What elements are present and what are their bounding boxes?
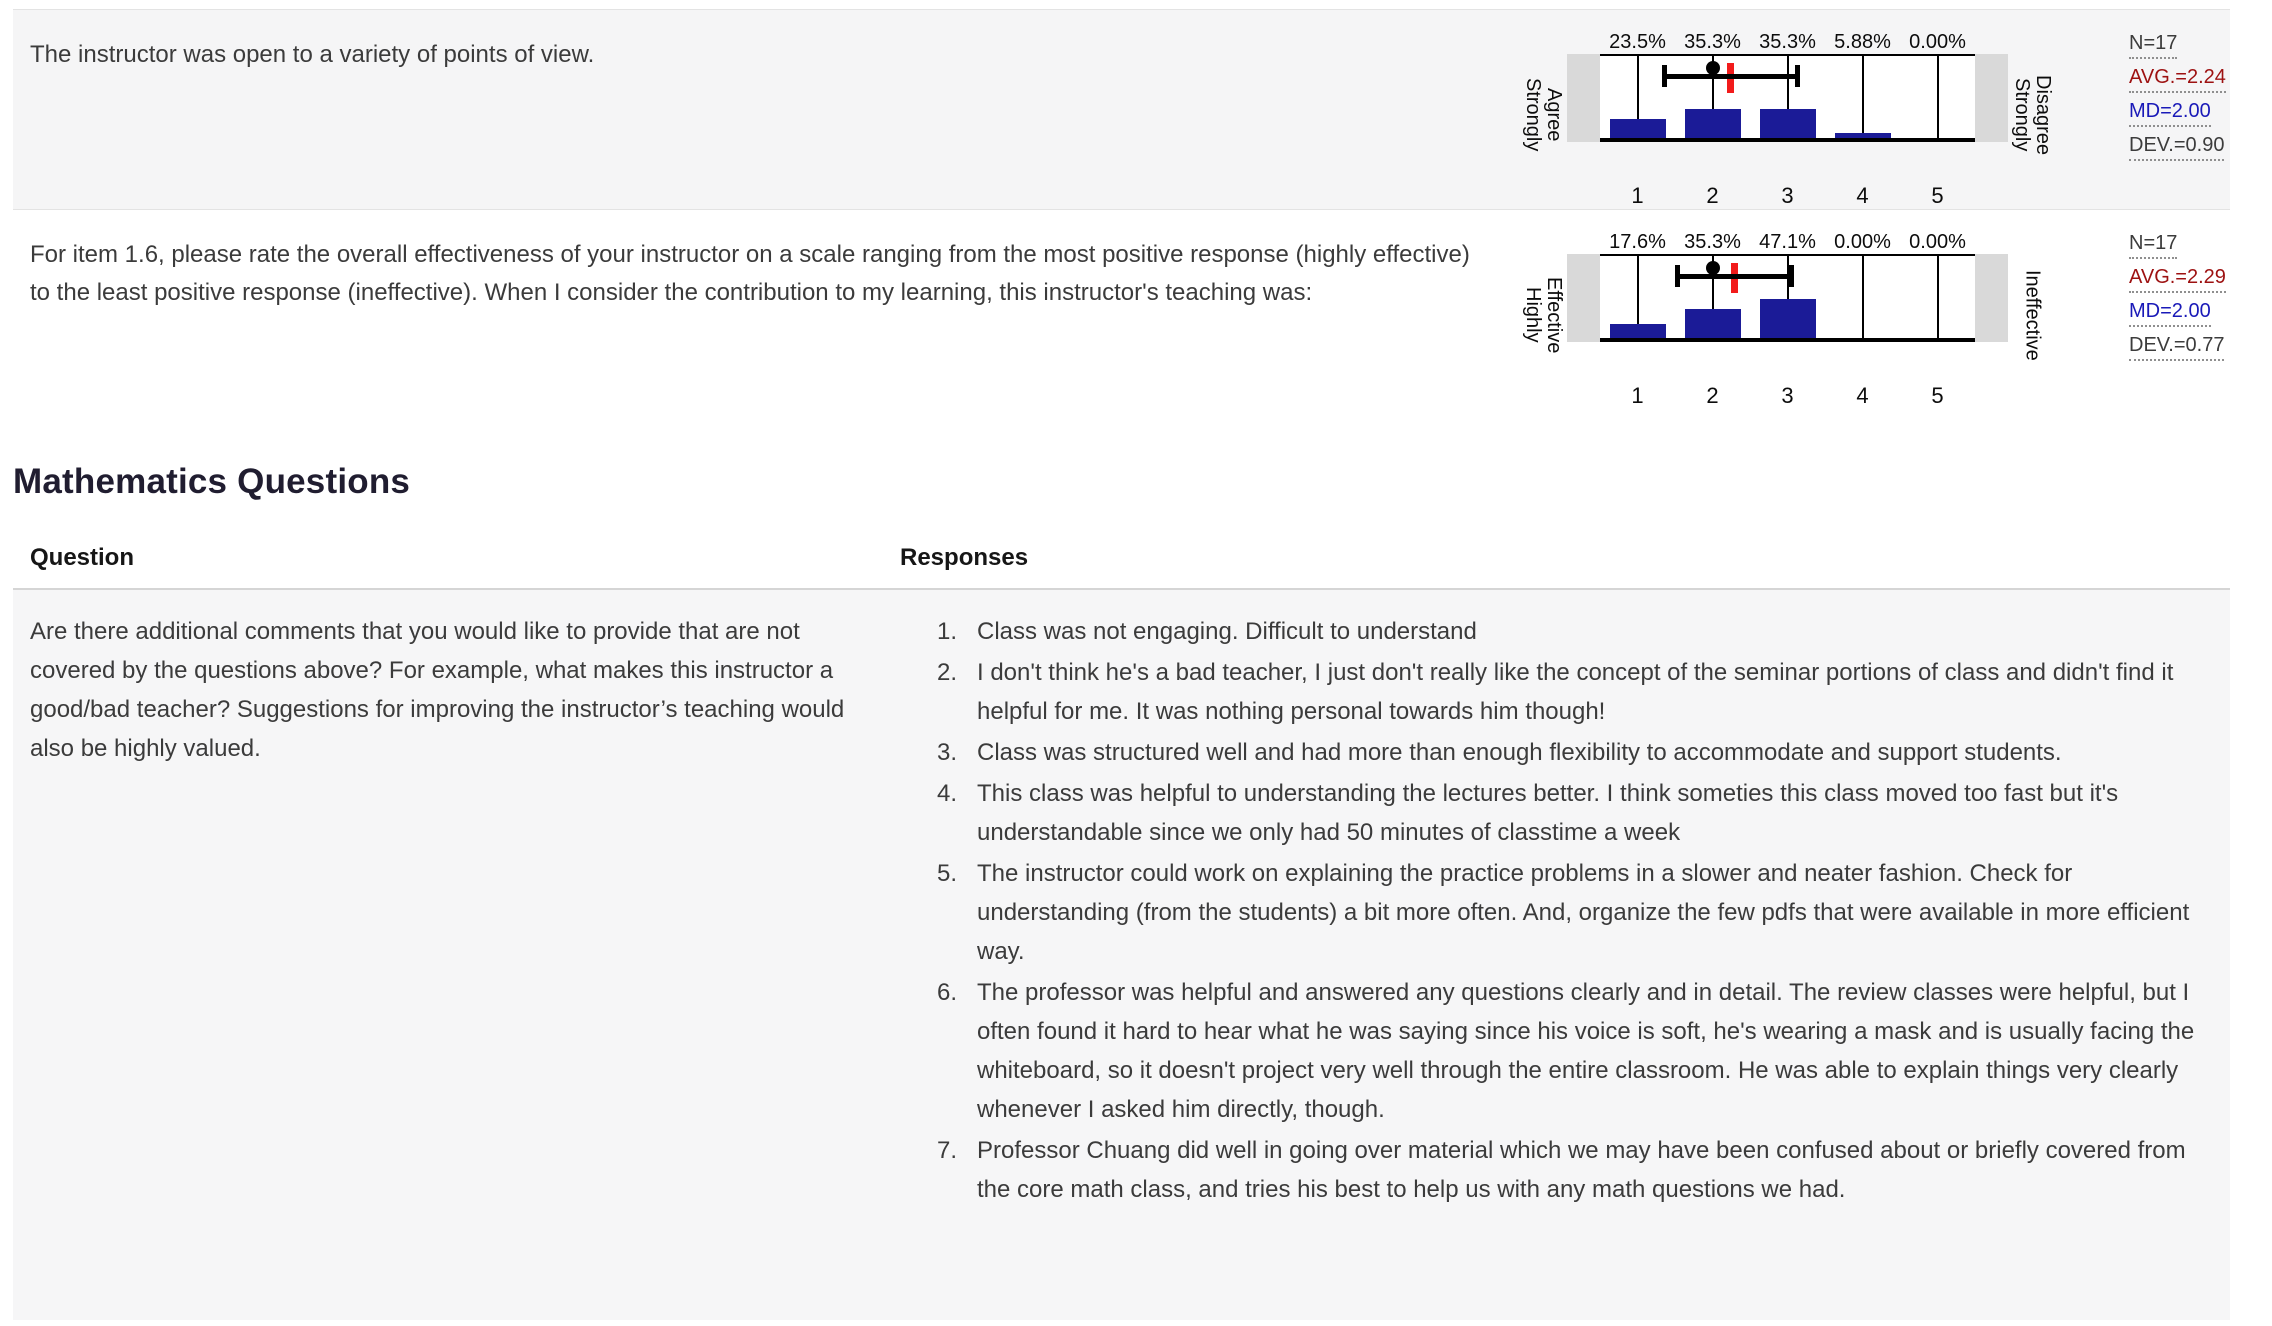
- median-dot: [1706, 261, 1720, 275]
- percent-label: 0.00%: [1909, 31, 1966, 53]
- column-header-responses: Responses: [900, 544, 1029, 571]
- percent-labels: [1600, 224, 1975, 254]
- percent-label: 17.6%: [1609, 231, 1666, 253]
- x-axis-ticks: [1600, 376, 1975, 409]
- x-tick-label: 1: [1631, 383, 1644, 408]
- histogram-plot: [1600, 54, 1975, 142]
- x-tick-label: 5: [1931, 183, 1944, 208]
- stat-md: MD=2.00: [2129, 100, 2211, 127]
- percent-label: 47.1%: [1759, 231, 1816, 253]
- x-tick-label: 3: [1781, 383, 1794, 408]
- x-tick-label: 4: [1856, 383, 1869, 408]
- category-stem-line: [1937, 256, 1939, 338]
- x-tick-label: 1: [1631, 183, 1644, 208]
- survey-row: [13, 9, 2230, 209]
- x-tick-label: 3: [1781, 183, 1794, 208]
- percent-label: 35.3%: [1684, 231, 1741, 253]
- response-item: I don't think he's a bad teacher, I just don't really like the concept of the seminar portions of class and didn't find it helpful for me. It was nothing personal towards him though!: [977, 659, 2174, 725]
- section-heading: Mathematics Questions: [13, 462, 411, 501]
- comments-table-header: [13, 544, 2230, 590]
- histogram-bar: [1835, 133, 1891, 138]
- right-scale-label: Strongly Disagree: [2011, 74, 2054, 156]
- survey-question-text: The instructor was open to a variety of points of view.: [30, 41, 595, 68]
- percent-label: 5.88%: [1834, 31, 1891, 53]
- median-dot: [1706, 61, 1720, 75]
- scale-end-block: [1567, 54, 1600, 142]
- x-tick-label: 5: [1931, 383, 1944, 408]
- response-item: Professor Chuang did well in going over material which we may have been confused about or briefly covered from the core math class, and tries his best to help us with any math questions we had.: [977, 1137, 2186, 1203]
- category-stem-line: [1862, 256, 1864, 338]
- category-stem-line: [1862, 56, 1864, 133]
- category-stem-line: [1787, 56, 1789, 109]
- stddev-range-line: [1677, 274, 1793, 279]
- stat-dev: DEV.=0.77: [2129, 334, 2224, 361]
- histogram-bar: [1760, 109, 1816, 138]
- histogram-bar: [1685, 109, 1741, 138]
- stats-block: [2129, 10, 2230, 168]
- stat-avg: AVG.=2.29: [2129, 266, 2226, 293]
- stddev-range-line: [1663, 74, 1798, 79]
- range-cap-left: [1675, 265, 1680, 287]
- survey-row: [13, 209, 2230, 409]
- comments-question-text: Are there additional comments that you would like to provide that are not covered by the questions above? For example, what makes this instructor a good/bad teacher? Suggestions for improving the instructor’s teaching would also be highly valued.: [30, 618, 845, 762]
- responses-list: [900, 612, 2220, 1209]
- x-tick-label: 2: [1706, 183, 1719, 208]
- left-scale-label: Highly Effective: [1522, 276, 1565, 354]
- stat-md: MD=2.00: [2129, 300, 2211, 327]
- histogram-bar: [1760, 299, 1816, 338]
- stat-n: N=17: [2129, 232, 2177, 259]
- x-tick-label: 2: [1706, 383, 1719, 408]
- response-item: Class was structured well and had more than enough flexibility to accommodate and support students.: [977, 739, 2062, 766]
- histogram-bar: [1685, 309, 1741, 338]
- percent-label: 23.5%: [1609, 31, 1666, 53]
- x-tick-label: 4: [1856, 183, 1869, 208]
- comments-responses-cell: [900, 590, 2230, 1211]
- scale-end-block: [1567, 254, 1600, 342]
- histogram-chart: [1519, 10, 2056, 209]
- response-item: This class was helpful to understanding the lectures better. I think someties this class moved too fast but it's understandable since we only had 50 minutes of classtime a week: [977, 780, 2119, 846]
- stat-n: N=17: [2129, 32, 2177, 59]
- scale-end-block: [1975, 54, 2008, 142]
- comments-table-row: [13, 590, 2230, 1320]
- percent-labels: [1600, 24, 1975, 54]
- stat-dev: DEV.=0.90: [2129, 134, 2224, 161]
- response-item: Class was not engaging. Difficult to understand: [977, 618, 1477, 645]
- percent-label: 35.3%: [1759, 31, 1816, 53]
- right-scale-label: Ineffective: [2021, 269, 2044, 361]
- category-stem-line: [1937, 56, 1939, 138]
- histogram-chart: [1519, 210, 2056, 409]
- range-cap-right: [1789, 265, 1794, 287]
- category-stem-line: [1637, 56, 1639, 119]
- response-item: The professor was helpful and answered any questions clearly and in detail. The review classes were helpful, but I often found it hard to hear what he was saying since his voice is soft, he's wearing a mask and is usually facing the whiteboard, so it doesn't project very well through the entire classroom. He was able to explain things very clearly whenever I asked him directly, though.: [977, 979, 2195, 1123]
- percent-label: 0.00%: [1834, 231, 1891, 253]
- histogram-bar: [1610, 119, 1666, 138]
- category-stem-line: [1637, 256, 1639, 324]
- stats-block: [2129, 210, 2230, 368]
- scale-end-block: [1975, 254, 2008, 342]
- percent-label: 35.3%: [1684, 31, 1741, 53]
- histogram-bar: [1610, 324, 1666, 338]
- survey-question-text: For item 1.6, please rate the overall effectiveness of your instructor on a scale ranging from the most positive response (highly effective) to the least positive response (ineffective). When I consider the contribution to my learning, this instructor's teaching was:: [30, 241, 1470, 306]
- x-axis-ticks: [1600, 176, 1975, 209]
- histogram-plot: [1600, 254, 1975, 342]
- left-scale-label: Strongly Agree: [1522, 78, 1565, 152]
- range-cap-right: [1795, 65, 1800, 87]
- percent-label: 0.00%: [1909, 231, 1966, 253]
- range-cap-left: [1662, 65, 1667, 87]
- column-header-question: Question: [30, 544, 135, 571]
- response-item: The instructor could work on explaining the practice problems in a slower and neater fashion. Check for understanding (from the students) a bit more often. And, organize the few pdfs that were available in more efficient way.: [977, 860, 2190, 965]
- stat-avg: AVG.=2.24: [2129, 66, 2226, 93]
